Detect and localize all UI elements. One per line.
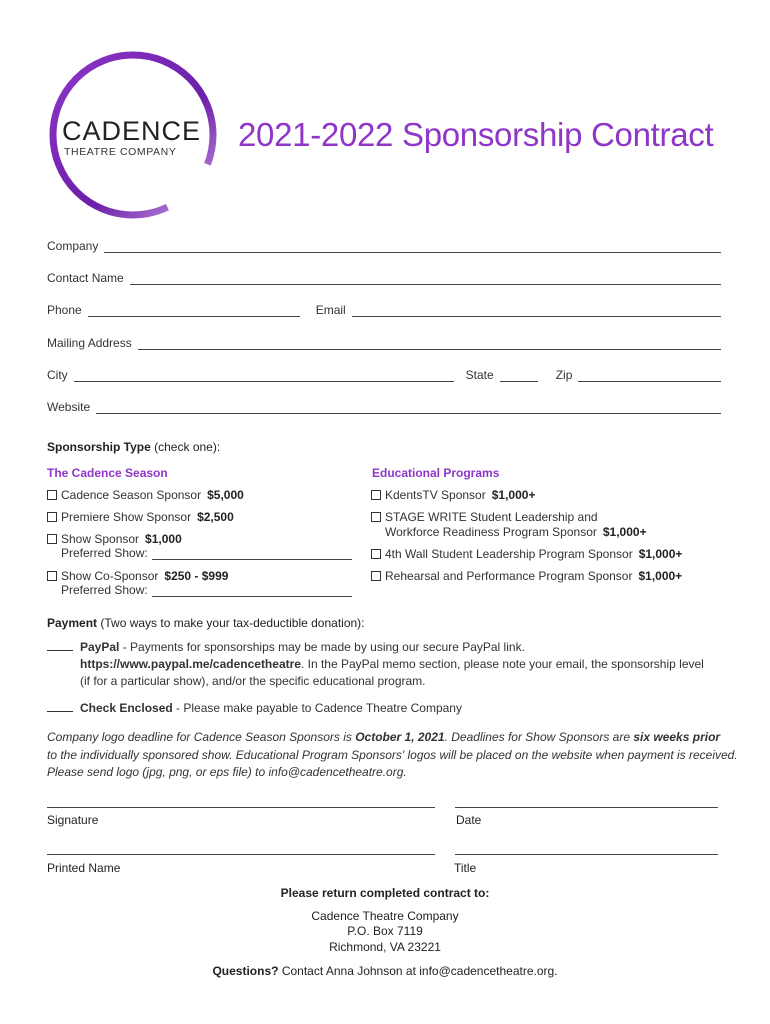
check-label: Check Enclosed — [80, 701, 173, 715]
option-price: $1,000+ — [638, 547, 683, 561]
preferred-show-field[interactable] — [152, 548, 352, 560]
sponsorship-heading-label: Sponsorship Type — [47, 440, 151, 454]
title-label: Title — [454, 861, 477, 875]
signature-line[interactable] — [47, 806, 435, 808]
checkbox[interactable] — [371, 571, 381, 581]
return-address-2: P.O. Box 7119 — [347, 924, 423, 938]
phone-email-row — [47, 301, 721, 317]
date-line[interactable] — [455, 806, 718, 808]
season-option-4[interactable] — [47, 569, 228, 583]
zip-label: Zip — [555, 368, 573, 382]
paypal-text1: - Payments for sponsorships may be made by using our secure PayPal link. — [119, 640, 525, 654]
sponsorship-heading-note: (check one): — [154, 440, 221, 454]
checkbox[interactable] — [47, 512, 57, 522]
email-field[interactable] — [352, 305, 721, 317]
return-address-3: Richmond, VA 23221 — [329, 940, 441, 954]
note-p1: Company logo deadline for Cadence Season Sponsors is — [47, 730, 356, 744]
note-line3: Please send logo (jpg, png, or eps file) to info@cadencetheatre.org. — [47, 765, 407, 779]
educational-option-3[interactable] — [371, 547, 682, 561]
season-option-2[interactable] — [47, 510, 234, 524]
option-price: $1,000+ — [638, 569, 683, 583]
preferred-show-row-1 — [61, 546, 352, 560]
state-label: State — [465, 368, 494, 382]
educational-option-4[interactable] — [371, 569, 682, 583]
preferred-show-field[interactable] — [152, 585, 352, 597]
title-line[interactable] — [455, 853, 718, 855]
website-row — [47, 398, 721, 414]
phone-field[interactable] — [88, 305, 300, 317]
option-label: 4th Wall Student Leadership Program Sponsor — [385, 547, 633, 561]
preferred-show-row-2 — [61, 583, 352, 597]
option-price: $1,000+ — [602, 525, 647, 539]
contact-name-row — [47, 269, 721, 285]
payment-heading — [47, 616, 365, 630]
mailing-address-field[interactable] — [138, 338, 721, 350]
checkbox[interactable] — [371, 549, 381, 559]
phone-label: Phone — [47, 303, 82, 317]
checkbox[interactable] — [47, 490, 57, 500]
option-label: KdentsTV Sponsor — [385, 488, 486, 502]
option-label: Show Co-Sponsor — [61, 569, 159, 583]
educational-heading: Educational Programs — [372, 466, 500, 480]
note-weeks: six weeks prior — [633, 730, 721, 744]
company-row — [47, 237, 721, 253]
option-label-line2: Workforce Readiness Program Sponsor — [385, 525, 597, 539]
option-label: Show Sponsor — [61, 532, 140, 546]
note-p2: . Deadlines for Show Sponsors are — [444, 730, 634, 744]
company-field[interactable] — [104, 241, 721, 253]
questions-label: Questions? — [212, 964, 279, 978]
option-label: Cadence Season Sponsor — [61, 488, 202, 502]
return-address-1: Cadence Theatre Company — [311, 909, 459, 923]
note-deadline: October 1, 2021 — [355, 730, 445, 744]
date-label: Date — [456, 813, 482, 827]
questions-line — [0, 964, 770, 978]
option-price: $250 - $999 — [164, 569, 229, 583]
company-label: Company — [47, 239, 99, 253]
payment-heading-note: (Two ways to make your tax-deductible donation): — [100, 616, 365, 630]
website-label: Website — [47, 400, 91, 414]
paypal-label: PayPal — [80, 640, 120, 654]
option-price: $2,500 — [197, 510, 234, 524]
season-option-1[interactable] — [47, 488, 244, 502]
educational-option-2[interactable] — [371, 510, 598, 524]
printed-name-line[interactable] — [47, 853, 435, 855]
logo-name: CADENCE — [62, 116, 202, 146]
signature-label: Signature — [47, 813, 99, 827]
state-field[interactable] — [500, 370, 538, 382]
educational-option-2-line2 — [385, 525, 647, 539]
option-price: $1,000 — [145, 532, 182, 546]
page-title: 2021-2022 Sponsorship Contract — [238, 116, 714, 153]
paypal-text2: . In the PayPal memo section, please note your email, the sponsorship level — [300, 657, 704, 671]
paypal-text3: (if for a particular show), and/or the specific educational program. — [80, 674, 426, 688]
option-price: $1,000+ — [491, 488, 536, 502]
city-label: City — [47, 368, 68, 382]
email-label: Email — [315, 303, 346, 317]
season-option-3[interactable] — [47, 532, 182, 546]
sponsorship-heading — [47, 440, 220, 454]
printed-name-label: Printed Name — [47, 861, 121, 875]
mailing-address-label: Mailing Address — [47, 336, 132, 350]
preferred-show-label: Preferred Show: — [61, 546, 148, 560]
check-paragraph — [80, 700, 730, 717]
paypal-check-blank[interactable] — [47, 640, 73, 651]
checkbox[interactable] — [47, 534, 57, 544]
contact-name-label: Contact Name — [47, 271, 124, 285]
website-field[interactable] — [96, 402, 721, 414]
cadence-logo — [44, 46, 222, 224]
city-state-zip-row — [47, 366, 721, 382]
mailing-address-row — [47, 334, 721, 350]
checkbox[interactable] — [371, 490, 381, 500]
preferred-show-label: Preferred Show: — [61, 583, 148, 597]
questions-text: Contact Anna Johnson at info@cadencetheatre.org. — [278, 964, 558, 978]
option-label: STAGE WRITE Student Leadership and — [385, 510, 598, 524]
check-text: - Please make payable to Cadence Theatre Company — [172, 701, 462, 715]
checkbox[interactable] — [47, 571, 57, 581]
educational-option-1[interactable] — [371, 488, 535, 502]
paypal-paragraph — [80, 639, 730, 690]
note-line2: to the individually sponsored show. Educational Program Sponsors' logos will be placed on the website when payment is received. — [47, 747, 738, 762]
contact-name-field[interactable] — [130, 273, 721, 285]
logo-deadline-note — [47, 729, 747, 782]
zip-field[interactable] — [578, 370, 721, 382]
option-label: Premiere Show Sponsor — [61, 510, 192, 524]
city-field[interactable] — [74, 370, 454, 382]
season-heading: The Cadence Season — [47, 466, 168, 480]
option-price: $5,000 — [207, 488, 244, 502]
checkbox[interactable] — [371, 512, 381, 522]
paypal-link[interactable]: https://www.paypal.me/cadencetheatre — [80, 657, 301, 671]
option-label: Rehearsal and Performance Program Sponsor — [385, 569, 633, 583]
logo-tagline: THEATRE COMPANY — [64, 146, 177, 158]
payment-heading-label: Payment — [47, 616, 98, 630]
return-heading: Please return completed contract to: — [280, 886, 490, 900]
check-enclosed-blank[interactable] — [47, 701, 73, 712]
